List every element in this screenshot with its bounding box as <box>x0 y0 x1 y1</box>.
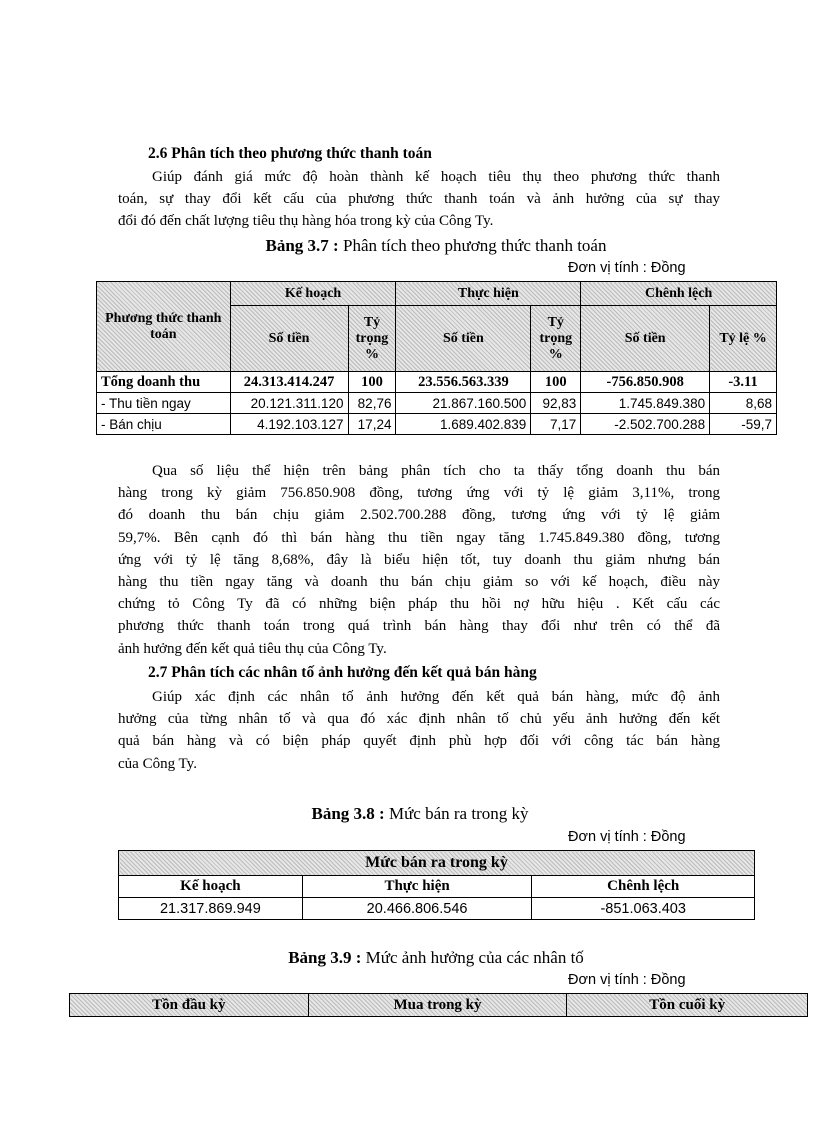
paragraph-line: quả bán hàng và có biện pháp quyết định phù hợp đối với công tác bán hàng <box>118 733 720 750</box>
header-diff-amount: Số tiền <box>581 306 710 372</box>
table-3-7-unit: Đơn vị tính : Đồng <box>568 260 686 276</box>
row-plan-amount: 24.313.414.247 <box>230 372 348 393</box>
row-method: - Thu tiền ngay <box>97 393 231 414</box>
header-plan-amount: Số tiền <box>230 306 348 372</box>
row-diff-ratio: 8,68 <box>710 393 777 414</box>
row-actual-weight: 7,17 <box>531 414 581 435</box>
table-3-8-unit: Đơn vị tính : Đồng <box>568 829 686 845</box>
row-method: Tổng doanh thu <box>97 372 231 393</box>
row-diff-amount: 1.745.849.380 <box>581 393 710 414</box>
table-header-row <box>97 282 777 306</box>
row-actual-amount: 23.556.563.339 <box>396 372 531 393</box>
table-3-9 <box>69 993 808 1017</box>
row-plan-weight: 17,24 <box>348 414 396 435</box>
value-diff: -851.063.403 <box>532 898 755 920</box>
value-plan: 21.317.869.949 <box>119 898 303 920</box>
table-header-row <box>119 876 755 898</box>
header-actual: Thực hiện <box>396 282 581 306</box>
header-closing-stock: Tồn cuối kỳ <box>567 994 808 1017</box>
header-diff-ratio: Tỷ lệ % <box>710 306 777 372</box>
table-3-7 <box>96 281 777 435</box>
table-row <box>97 393 777 414</box>
table-3-9-caption <box>96 948 776 968</box>
paragraph-line: phương thức thanh toán trong quá trình bán hàng thay đổi như trên có thể đã <box>118 618 720 635</box>
paragraph-line: đó doanh thu bán chịu giảm 2.502.700.288 đồng, tương ứng với tỷ lệ giảm <box>118 507 720 524</box>
paragraph-line: chứng tỏ Công Ty đã có những biện pháp thu hồi nợ hữu hiệu . Kết cấu các <box>118 596 720 613</box>
header-plan: Kế hoạch <box>119 876 303 898</box>
caption-label: Bảng 3.8 : <box>311 804 385 823</box>
paragraph-line: Giúp đánh giá mức độ hoàn thành kế hoạch tiêu thụ theo phương thức thanh <box>152 169 720 185</box>
table-row <box>97 414 777 435</box>
section-2-6-paragraph <box>118 166 720 233</box>
analysis-paragraph <box>118 460 720 660</box>
paragraph-line: hưởng của từng nhân tố và qua đó xác định nhân tố chủ yếu ảnh hưởng đến kết <box>118 711 720 728</box>
row-actual-amount: 1.689.402.839 <box>396 414 531 435</box>
section-2-7-paragraph <box>118 686 720 775</box>
paragraph-line: của Công Ty. <box>118 755 197 772</box>
paragraph-line: Qua số liệu thể hiện trên bảng phân tích cho ta thấy tổng doanh thu bán <box>152 463 720 479</box>
table-row <box>97 372 777 393</box>
row-diff-amount: -756.850.908 <box>581 372 710 393</box>
paragraph-line: đổi đó đến chất lượng tiêu thụ hàng hóa trong kỳ của Công Ty. <box>118 213 494 230</box>
row-diff-ratio: -59,7 <box>710 414 777 435</box>
caption-label: Bảng 3.7 : <box>265 236 339 255</box>
table-3-7-caption <box>96 236 776 256</box>
table-title-row <box>119 851 755 876</box>
header-plan: Kế hoạch <box>230 282 396 306</box>
caption-title: Phân tích theo phương thức thanh toán <box>342 236 607 255</box>
paragraph-line: toán, sự thay đổi kết cấu của phương thức thanh toán và ảnh hưởng của sự thay <box>118 191 720 208</box>
row-actual-amount: 21.867.160.500 <box>396 393 531 414</box>
header-opening-stock: Tồn đầu kỳ <box>70 994 309 1017</box>
table-3-8-caption <box>118 804 722 824</box>
row-actual-weight: 92,83 <box>531 393 581 414</box>
header-actual: Thực hiện <box>302 876 532 898</box>
header-plan-weight: Tỷ trọng % <box>348 306 396 372</box>
value-actual: 20.466.806.546 <box>302 898 532 920</box>
header-purchases: Mua trong kỳ <box>308 994 567 1017</box>
caption-label: Bảng 3.9 : <box>288 948 362 967</box>
header-actual-amount: Số tiền <box>396 306 531 372</box>
header-actual-weight: Tỷ trọng % <box>531 306 581 372</box>
row-plan-weight: 82,76 <box>348 393 396 414</box>
row-plan-amount: 20.121.311.120 <box>230 393 348 414</box>
row-actual-weight: 100 <box>531 372 581 393</box>
paragraph-line: ảnh hưởng đến kết quả tiêu thụ của Công Ty. <box>118 640 387 657</box>
caption-title: Mức ảnh hưởng của các nhân tố <box>365 948 584 967</box>
table-row <box>119 898 755 920</box>
table-header-row <box>70 994 808 1017</box>
row-method: - Bán chịu <box>97 414 231 435</box>
paragraph-line: ứng với tỷ lệ tăng 8,68%, đây là biểu hiện tốt, tuy doanh thu giảm nhưng bán <box>118 551 720 568</box>
row-diff-ratio: -3.11 <box>710 372 777 393</box>
paragraph-line: hàng trong kỳ giảm 756.850.908 đồng, tương ứng với tỷ lệ giảm 3,11%, trong <box>118 485 720 502</box>
table-3-9-unit: Đơn vị tính : Đồng <box>568 972 686 988</box>
header-method: Phương thức thanh toán <box>97 282 231 372</box>
header-diff: Chênh lệch <box>532 876 755 898</box>
paragraph-line: Giúp xác định các nhân tố ảnh hưởng đến kết quả bán hàng, mức độ ảnh <box>152 689 720 705</box>
row-plan-weight: 100 <box>348 372 396 393</box>
caption-title: Mức bán ra trong kỳ <box>388 804 529 823</box>
section-2-6-heading: 2.6 Phân tích theo phương thức thanh toán <box>148 145 432 162</box>
table-3-8-title: Mức bán ra trong kỳ <box>119 851 755 876</box>
section-2-7-heading: 2.7 Phân tích các nhân tố ảnh hưởng đến kết quả bán hàng <box>148 664 537 681</box>
header-diff: Chênh lệch <box>581 282 777 306</box>
row-plan-amount: 4.192.103.127 <box>230 414 348 435</box>
table-3-8 <box>118 850 755 920</box>
row-diff-amount: -2.502.700.288 <box>581 414 710 435</box>
paragraph-line: hàng thu tiền ngay tăng và doanh thu bán chịu giảm so với kế hoạch, điều này <box>118 574 720 591</box>
paragraph-line: 59,7%. Bên cạnh đó thì bán hàng thu tiền ngay tăng 1.745.849.380 đồng, tương <box>118 529 720 546</box>
